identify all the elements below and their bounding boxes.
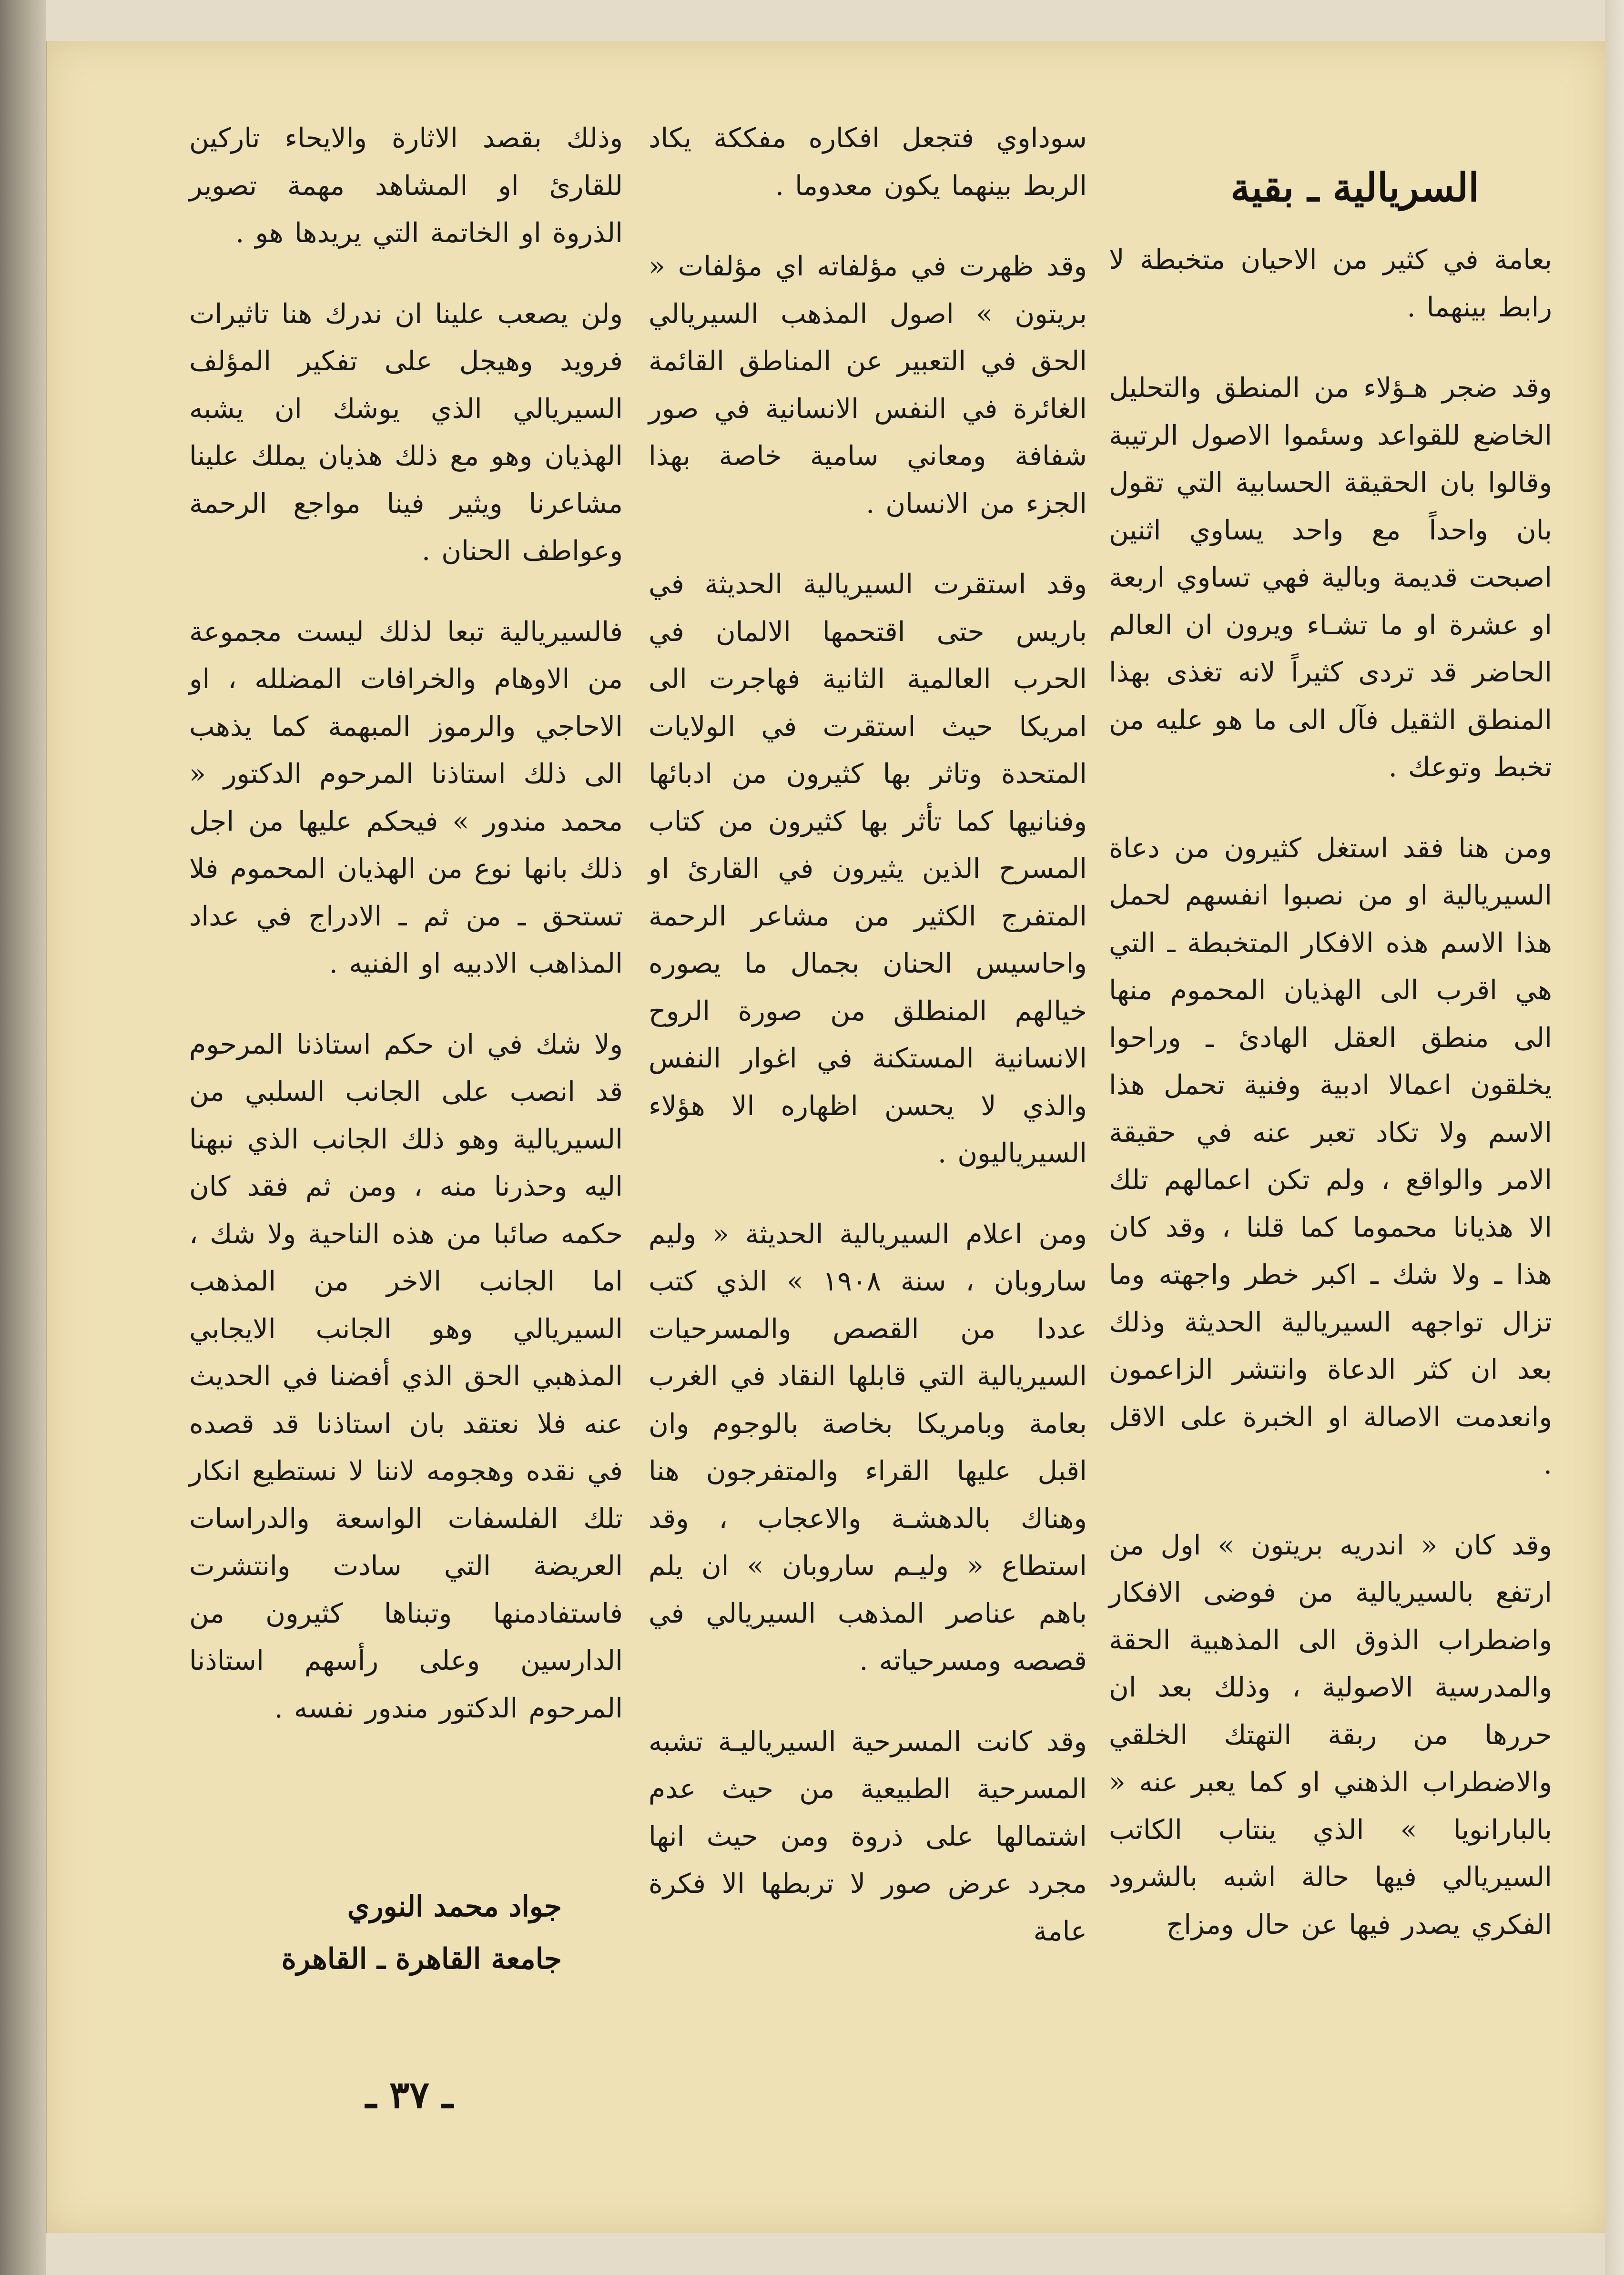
author-affiliation: جامعة القاهرة ـ القاهرة xyxy=(281,1942,562,1976)
article-heading: السريالية ـ بقية xyxy=(1230,165,1479,211)
magazine-page xyxy=(46,41,1605,2233)
paragraph: وقد استقرت السيريالية الحديثة في باريس حتى اقتحمها الالمان في الحرب العالمية الثانية فهاجرت الى امريكا حيث استقرت في الولايات المتحدة وتاثر بها كثيرون من ادبائها وفنانيها كما تأثر بها كثيرون من كتاب المسرح الذين يثيرون في القارئ او المتفرج الكثير من مشاعر الرحمة واحاسيس الحنان بجمال ما يصوره خيالهم المنطلق من صورة الروح الانسانية المستكنة في اغوار النفس والذي لا يحسن اظهاره الا هؤلاء السيرياليون . xyxy=(649,569,1087,1169)
column-left xyxy=(189,115,623,1766)
book-spine-shadow xyxy=(0,0,46,2275)
paragraph: ولا شك في ان حكم استاذنا المرحوم قد انصب على الجانب السلبي من السيريالية وهو ذلك الجانب الذي نبهنا اليه وحذرنا منه ، ومن ثم فقد كان حكمه صائبا من هذه الناحية ولا شك ، اما الجانب الاخر من المذهب السيريالي وهو الجانب الايجابي المذهبي الحق الذي أفضنا في الحديث عنه فلا نعتقد بان استاذنا قد قصده في نقده وهجومه لاننا لا نستطيع انكار تلك الفلسفات الواسعة والدراسات العريضة التي سادت وانتشرت فاستفادمنها وتبناها كثيرون من الدارسين وعلى رأسهم استاذنا المرحوم الدكتور مندور نفسه . xyxy=(189,1028,623,1724)
paragraph: ولن يصعب علينا ان ندرك هنا تاثيرات فرويد وهيجل على تفكير المؤلف السيريالي الذي يوشك ان يشبه الهذيان وهو مع ذلك هذيان يملك علينا مشاعرنا ويثير فينا مواجع الرحمة وعواطف الحنان . xyxy=(189,298,623,567)
paragraph: ومن اعلام السيريالية الحديثة « وليم ساروبان ، سنة ١٩٠٨ » الذي كتب عددا من القصص والمسرحيات السيريالية التي قابلها النقاد في الغرب بعامة وبامريكا بخاصة بالوجوم وان اقبل عليها القراء والمتفرجون هنا وهناك بالدهشـة والاعجاب ، وقد استطاع « وليـم ساروبان » ان يلم باهم عناصر المذهب السيريالي في قصصه ومسرحياته . xyxy=(649,1218,1087,1676)
page-number: ـ ٣٧ ـ xyxy=(365,2073,453,2117)
paragraph: ومن هنا فقد استغل كثيرون من دعاة السيريالية او من نصبوا انفسهم لحمل هذا الاسم هذه الافكار المتخبطة ـ التي هي اقرب الى الهذيان المحموم منها الى منطق العقل الهادئ ـ وراحوا يخلقون اعمالا ادبية وفنية تحمل هذا الاسم ولا تكاد تعبر عنه في حقيقة الامر والواقع ، ولم تكن اعمالهم تلك الا هذيانا محموما كما قلنا ، وقد كان هذا ـ ولا شك ـ اكبر خطر واجهته وما تزال تواجهه السيريالية الحديثة وذلك بعد ان كثر الدعاة وانتشر الزاعمون وانعدمت الاصالة او الخبرة على الاقل . xyxy=(1109,832,1552,1480)
paragraph: وقد كان « اندريه بريتون » اول من ارتفع بالسيريالية من فوضى الافكار واضطراب الذوق الى المذهبية الحقة والمدرسية الاصولية ، وذلك بعد ان حررها من ربقة التهتك الخلقي والاضطراب الذهني او كما يعبر عنه « بالبارانويا » الذي ينتاب الكاتب السيريالي فيها حالة اشبه بالشرود الفكري يصدر فيها عن حال ومزاج xyxy=(1109,1529,1552,1940)
paragraph: وقد ظهرت في مؤلفاته اي مؤلفات « بريتون » اصول المذهب السيريالي الحق في التعبير عن المناطق القائمة الغائرة في النفس الانسانية في صور شفافة ومعاني سامية خاصة بهذا الجزء من الانسان . xyxy=(649,251,1087,519)
column-right xyxy=(1109,236,1552,1982)
author-name: جواد محمد النوري xyxy=(347,1890,562,1923)
paragraph: وقد كانت المسرحية السيرياليـة تشبه المسرحية الطبيعية من حيث عدم اشتمالها على ذروة ومن حيث انها مجرد عرض صور لا تربطها الا فكرة عامة xyxy=(649,1726,1087,1947)
paragraph: بعامة في كثير من الاحيان متخبطة لا رابط بينهما . xyxy=(1109,244,1552,323)
page-edge xyxy=(1605,0,1624,2275)
paragraph: فالسيريالية تبعا لذلك ليست مجموعة من الاوهام والخرافات المضلله ، او الاحاجي والرموز المبهمة كما يذهب الى ذلك استاذنا المرحوم الدكتور « محمد مندور » فيحكم عليها من اجل ذلك بانها نوع من الهذيان المحموم فلا تستحق ـ من ثم ـ الادراج في عداد المذاهب الادبيه او الفنيه . xyxy=(189,616,623,979)
paragraph: وقد ضجر هـؤلاء من المنطق والتحليل الخاضع للقواعد وسئموا الاصول الرتيبة وقالوا بان الحقيقة الحسابية التي تقول بان واحداً مع واحد يساوي اثنين اصبحت قديمة وبالية فهي تساوي اربعة او عشرة او ما تشـاء ويرون ان العالم الحاضر قد تردى كثيراً لانه تغذى بهذا المنطق الثقيل فآل الى ما هو عليه من تخبط وتوعك . xyxy=(1109,372,1552,783)
paragraph: سوداوي فتجعل افكاره مفككة يكاد الربط بينهما يكون معدوما . xyxy=(649,122,1087,202)
column-middle xyxy=(649,115,1087,1989)
paragraph: وذلك بقصد الاثارة والايحاء تاركين للقارئ او المشاهد مهمة تصوير الذروة او الخاتمة التي يريدها هو . xyxy=(189,122,623,249)
